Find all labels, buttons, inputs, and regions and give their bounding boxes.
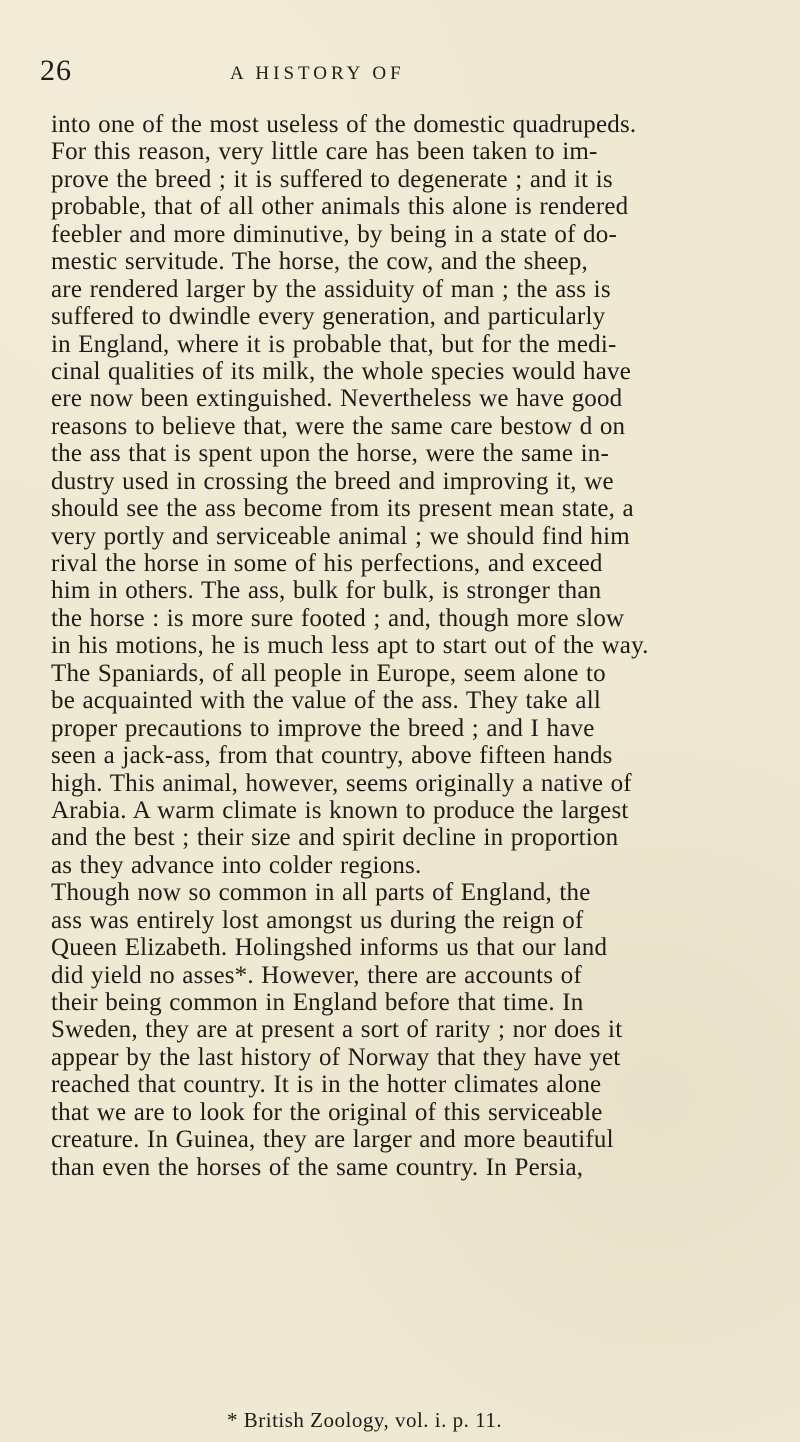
body-text	[51, 111, 763, 1181]
text-line: prove the breed ; it is suffered to degenerate ; and it is	[51, 165, 613, 193]
text-line: ere now been extinguished. Nevertheless we have good	[51, 385, 623, 413]
text-line: seen a jack-ass, from that country, above fifteen hands	[51, 742, 613, 770]
text-line: in England, where it is probable that, but for the medi-	[51, 330, 617, 358]
text-line: creature. In Guinea, they are larger and more beautiful	[51, 1126, 614, 1154]
text-line: did yield no asses*. However, there are accounts of	[51, 961, 582, 989]
text-line: very portly and serviceable animal ; we should find him	[51, 522, 630, 550]
text-line: him in others. The ass, bulk for bulk, is stronger than	[51, 577, 602, 605]
text-line: appear by the last history of Norway that they have yet	[51, 1043, 621, 1071]
text-line: are rendered larger by the assiduity of man ; the ass is	[51, 275, 611, 303]
running-head: A HISTORY OF	[230, 63, 405, 84]
text-line: Sweden, they are at present a sort of rarity ; nor does it	[51, 1016, 623, 1044]
text-line: ass was entirely lost amongst us during the reign of	[51, 906, 584, 934]
text-line: cinal qualities of its milk, the whole species would have	[51, 357, 631, 385]
text-line: probable, that of all other animals this alone is rendered	[51, 193, 629, 221]
text-line: that we are to look for the original of this serviceable	[51, 1098, 603, 1126]
text-line: dustry used in crossing the breed and improving it, we	[51, 467, 614, 495]
text-line: the horse : is more sure footed ; and, though more slow	[51, 604, 625, 632]
page-header	[40, 54, 405, 96]
text-line: the ass that is spent upon the horse, were the same in-	[51, 440, 609, 468]
text-line: into one of the most useless of the domestic quadrupeds.	[51, 111, 637, 138]
page-number: 26	[40, 54, 72, 87]
text-line: feebler and more diminutive, by being in a state of do-	[51, 220, 617, 248]
text-line: Queen Elizabeth. Holingshed informs us that our land	[51, 934, 608, 962]
text-line: than even the horses of the same country. In Persia,	[51, 1153, 584, 1181]
text-line: be acquainted with the value of the ass. They take all	[51, 687, 602, 715]
text-line: as they advance into colder regions.	[51, 851, 422, 879]
text-line: rival the horse in some of his perfections, and exceed	[51, 550, 603, 577]
text-line: in his motions, he is much less apt to start out of the way.	[51, 632, 649, 660]
text-line: suffered to dwindle every generation, and particularly	[51, 303, 606, 331]
text-line: Though now so common in all parts of England, the	[51, 879, 591, 907]
text-line: The Spaniards, of all people in Europe, seem alone to	[51, 659, 606, 687]
text-line: Arabia. A warm climate is known to produce the largest	[51, 796, 629, 824]
text-line: high. This animal, however, seems originally a native of	[51, 769, 632, 797]
footnote: * British Zoology, vol. i. p. 11.	[227, 1408, 503, 1432]
text-line: reached that country. It is in the hotter climates alone	[51, 1071, 602, 1099]
text-line: reasons to believe that, were the same care bestow d on	[51, 412, 626, 440]
text-line: For this reason, very little care has been taken to im-	[51, 138, 598, 166]
text-line: and the best ; their size and spirit decline in proportion	[51, 824, 619, 852]
text-line: mestic servitude. The horse, the cow, and the sheep,	[51, 248, 588, 276]
text-line: proper precautions to improve the breed ; and I have	[51, 714, 595, 742]
text-line: should see the ass become from its present mean state, a	[51, 495, 634, 523]
text-line: their being common in England before that time. In	[51, 989, 584, 1016]
